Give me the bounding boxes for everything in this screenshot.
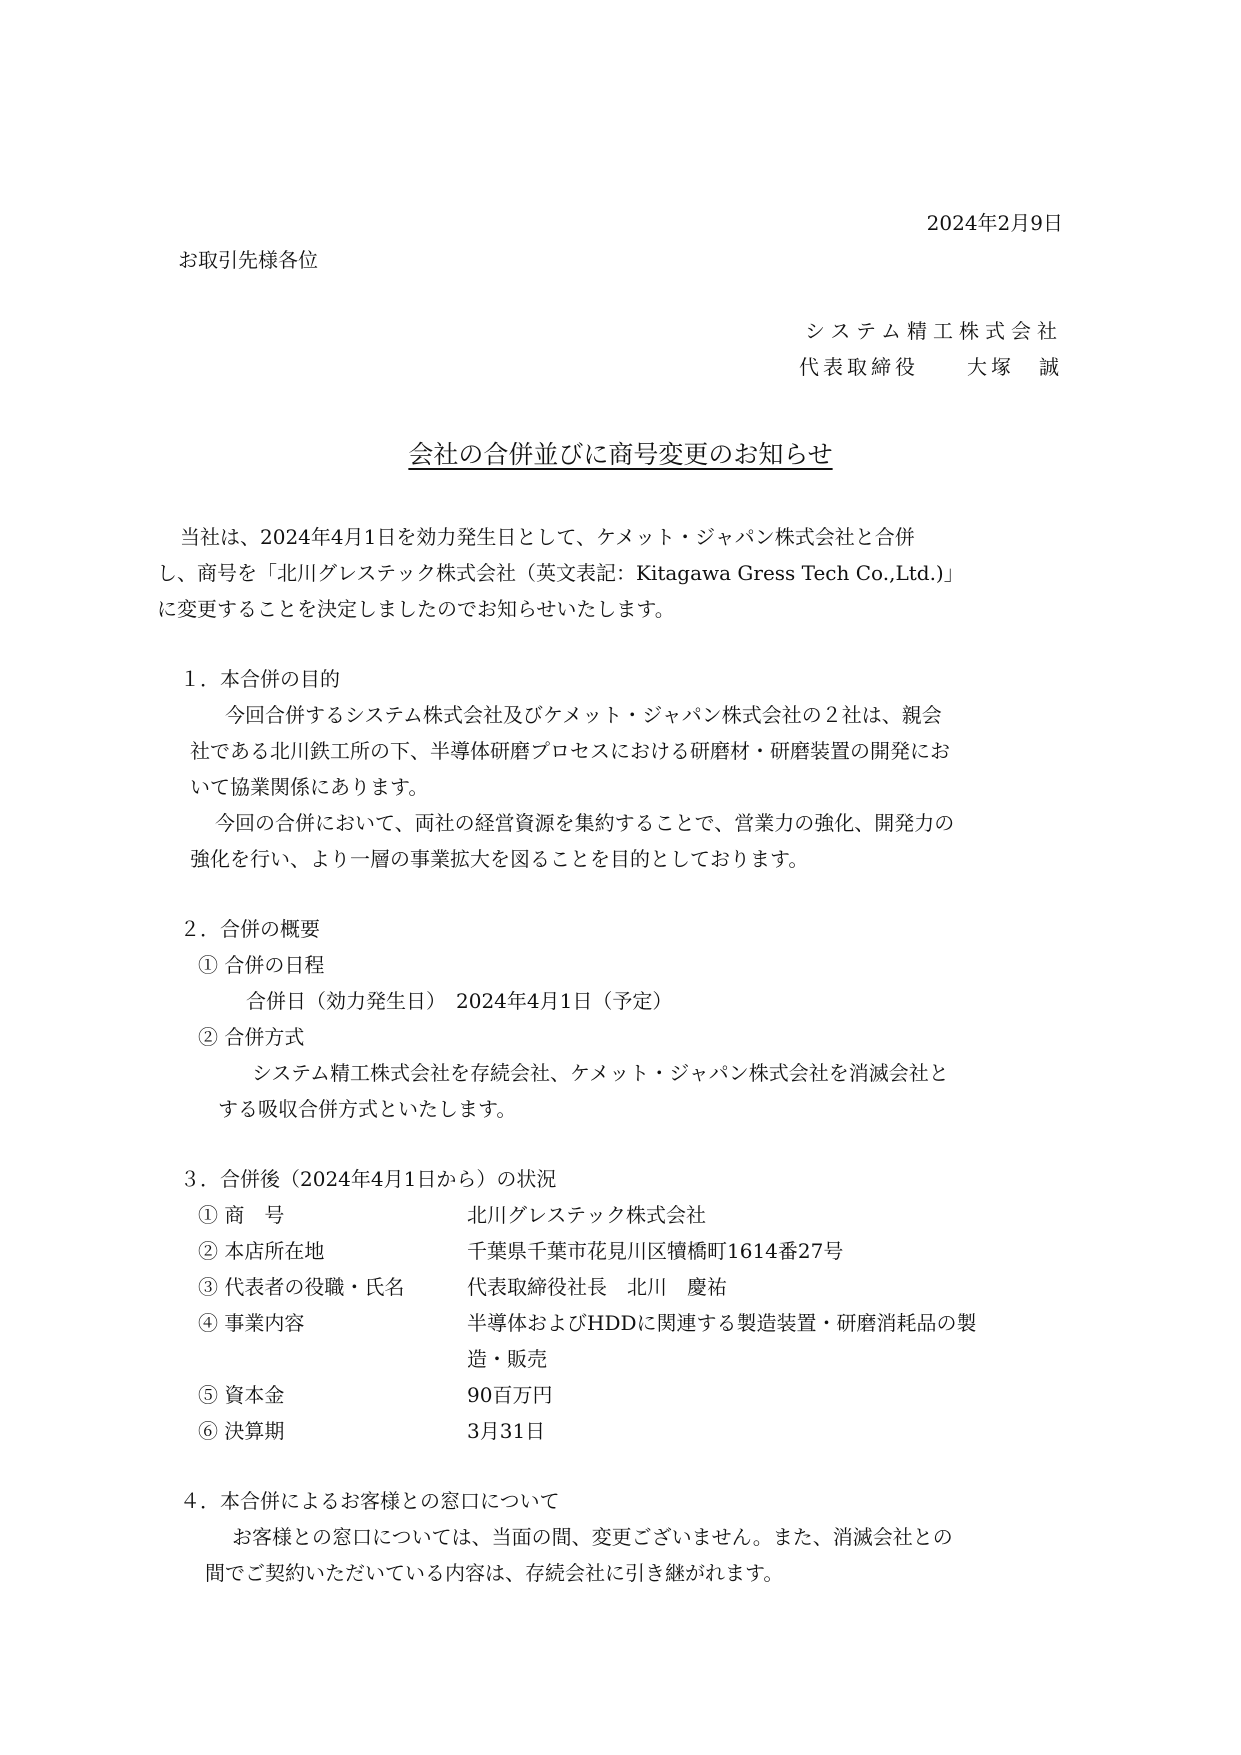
section3-heading: ３．合併後（2024年4月1日から）の状況 bbox=[180, 1167, 557, 1191]
section1-line-2: 社である北川鉄工所の下、半導体研磨プロセスにおける研磨材・研磨装置の開発にお bbox=[190, 739, 950, 763]
info-label-representative: ③ 代表者の役職・氏名 bbox=[198, 1275, 405, 1299]
info-value-business-line-2: 造・販売 bbox=[467, 1347, 547, 1371]
info-label-business: ④ 事業内容 bbox=[198, 1311, 305, 1335]
section2-item1-heading: ① 合併の日程 bbox=[198, 953, 325, 977]
section1-line-3: いて協業関係にあります。 bbox=[190, 775, 429, 799]
section2-item2-line-1: システム精工株式会社を存続会社、ケメット・ジャパン株式会社を消滅会社と bbox=[252, 1061, 949, 1085]
section2-item2-heading: ② 合併方式 bbox=[198, 1025, 305, 1049]
info-label-fiscal-year: ⑥ 決算期 bbox=[198, 1419, 285, 1443]
recipient: お取引先様各位 bbox=[178, 248, 318, 272]
sender-company: システム精工株式会社 bbox=[805, 319, 1063, 343]
info-value-fiscal-year: 3月31日 bbox=[467, 1419, 546, 1443]
info-label-head-office: ② 本店所在地 bbox=[198, 1239, 325, 1263]
document-title bbox=[0, 438, 1241, 472]
intro-line-1: 当社は、2024年4月1日を効力発生日として、ケメット・ジャパン株式会社と合併 bbox=[180, 525, 915, 549]
section4-heading: ４．本合併によるお客様との窓口について bbox=[180, 1489, 560, 1513]
document-date: 2024年2月9日 bbox=[926, 211, 1063, 235]
section2-item2-line-2: する吸収合併方式といたします。 bbox=[218, 1097, 517, 1121]
intro-line-3: に変更することを決定しましたのでお知らせいたします。 bbox=[157, 597, 675, 621]
sender-representative: 代表取締役 大塚 誠 bbox=[799, 355, 1063, 379]
info-label-capital: ⑤ 資本金 bbox=[198, 1383, 285, 1407]
section2-heading: ２．合併の概要 bbox=[180, 917, 320, 941]
section2-item1-line: 合併日（効力発生日） 2024年4月1日（予定） bbox=[246, 989, 673, 1013]
section1-line-1: 今回合併するシステム株式会社及びケメット・ジャパン株式会社の２社は、親会 bbox=[225, 703, 942, 727]
info-value-capital: 90百万円 bbox=[467, 1383, 553, 1407]
section1-line-5: 強化を行い、より一層の事業拡大を図ることを目的としております。 bbox=[190, 847, 809, 871]
info-value-business-line-1: 半導体およびHDDに関連する製造装置・研磨消耗品の製 bbox=[467, 1311, 977, 1335]
section1-line-4: 今回の合併において、両社の経営資源を集約することで、営業力の強化、開発力の bbox=[215, 811, 955, 835]
info-value-head-office: 千葉県千葉市花見川区犢橋町1614番27号 bbox=[467, 1239, 844, 1263]
section4-line-2: 間でご契約いただいている内容は、存続会社に引き継がれます。 bbox=[205, 1561, 784, 1585]
section4-line-1: お客様との窓口については、当面の間、変更ございません。また、消滅会社との bbox=[232, 1525, 953, 1549]
intro-line-2: し、商号を「北川グレステック株式会社（英文表記：Kitagawa Gress Tech Co.,Ltd.)」 bbox=[157, 561, 964, 585]
info-value-trade-name: 北川グレステック株式会社 bbox=[467, 1203, 706, 1227]
info-label-trade-name: ① 商 号 bbox=[198, 1203, 285, 1227]
document-title-text: 会社の合併並びに商号変更のお知らせ bbox=[408, 440, 833, 469]
info-value-representative: 代表取締役社長 北川 慶祐 bbox=[467, 1275, 727, 1299]
section1-heading: １．本合併の目的 bbox=[180, 667, 340, 691]
